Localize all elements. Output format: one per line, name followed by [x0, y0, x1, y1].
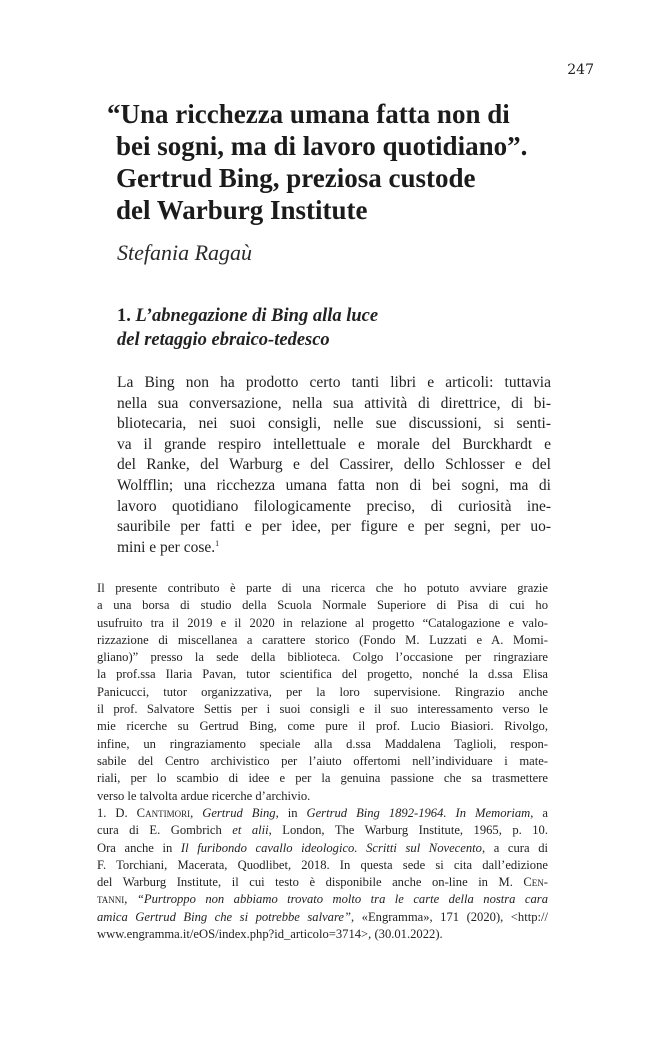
quote-line: lavoro quotidiano filologicamente preciso, di curiosità ine-: [117, 497, 551, 515]
footnote-text: 1. D.: [97, 806, 137, 820]
title-line: bei sogni, ma di lavoro quotidiano”.: [116, 131, 528, 161]
quote-line: va il grande respiro intellettuale e morale del Burckhardt e: [117, 435, 551, 453]
note-line: la prof.ssa Ilaria Pavan, tutor scientifica del progetto, nonché la d.ssa Elisa: [97, 667, 548, 682]
quote-line: La Bing non ha prodotto certo tanti libri e articoli: tuttavia: [117, 374, 551, 391]
note-line: a una borsa di studio della Scuola Normale Superiore di Pisa di cui ho: [97, 598, 548, 613]
quote-line: bliotecaria, nei suoi consigli, nelle sue discussioni, si senti-: [117, 415, 551, 433]
footnote-text: , «Engramma», 171 (2020), <http://: [351, 909, 548, 924]
footnote-line: [97, 909, 548, 926]
title-line: del Warburg Institute: [116, 195, 368, 225]
section-heading: [117, 304, 378, 352]
note-line: il prof. Salvatore Settis per i suoi consigli e il suo interessamento verso le: [97, 702, 548, 717]
footnote-reference[interactable]: 1: [215, 538, 220, 548]
acknowledgement-note: [97, 580, 548, 805]
footnote-text: , a cura di: [481, 840, 548, 855]
footnote-text: cura di E. Gombrich: [97, 823, 233, 838]
note-line: infine, un ringraziamento speciale alla d.ssa Maddalena Taglioli, respon-: [97, 736, 548, 751]
footnote-text: Ora anche in: [97, 840, 181, 855]
section-number: 1.: [117, 306, 131, 326]
footnote-line: [97, 840, 548, 857]
work-title: Gertrud Bing 1892-1964. In Memoriam: [306, 806, 531, 820]
note-line: Panicucci, tutor organizzativa, per la loro supervisione. Ringrazio anche: [97, 684, 548, 699]
epigraph-quote: [117, 373, 551, 558]
work-title: amica Gertrud Bing che si potrebbe salvare”: [97, 909, 351, 924]
note-line: mie ricerche su Gertrud Bing, come pure il prof. Lucio Biasiori. Rivolgo,: [97, 719, 548, 734]
quote-line: mini e per cose.: [117, 538, 216, 556]
article-title: [107, 98, 587, 226]
footnote-url-line[interactable]: www.engramma.it/eOS/index.php?id_articolo=3714>, (30.01.2022).: [97, 927, 443, 942]
footnote-text: , in: [275, 806, 307, 820]
work-title: Il furibondo cavallo ideologico. Scritti sul Novecento: [180, 840, 482, 855]
footnote-text: del Warburg Institute, il cui testo è disponibile anche on-line in M.: [97, 875, 524, 890]
footnote-text: , a: [530, 806, 549, 820]
author-smallcaps: Cen-: [523, 875, 548, 890]
latin-phrase: et alii: [232, 823, 269, 838]
note-line: Il presente contributo è parte di una ricerca che ho potuto avviare grazie: [97, 581, 548, 595]
footnote-line: [97, 822, 548, 839]
page-number: 247: [567, 62, 594, 78]
footnote-line: [97, 874, 548, 891]
quote-line: del Ranke, del Warburg e del Cassirer, dello Schlosser e del: [117, 456, 551, 474]
author-name: Stefania Ragaù: [117, 240, 253, 265]
footnote-line: F. Torchiani, Macerata, Quodlibet, 2018. In questa sede si cita dall’edizione: [97, 857, 548, 872]
title-line: Gertrud Bing, preziosa custode: [116, 163, 476, 193]
section-title-line: del retaggio ebraico-tedesco: [117, 330, 330, 350]
quote-line: Wolfflin; una ricchezza umana fatta non di bei sogni, ma di: [117, 476, 551, 494]
quote-line: nella sua conversazione, nella sua attività di direttrice, di bi-: [117, 394, 551, 412]
author-smallcaps: Cantimori: [136, 806, 191, 820]
note-line: gliano)” presso la sede della biblioteca. Colgo l’occasione per ringraziare: [97, 650, 548, 665]
author-smallcaps: tanni: [97, 892, 125, 907]
section-title-line: L’abnegazione di Bing alla luce: [135, 306, 379, 326]
quote-line: sauribile per fatti e per idee, per figure e per segni, per uo-: [117, 518, 551, 536]
footnote-line: [97, 805, 548, 822]
work-title: “Purtroppo non abbiamo trovato molto tra le carte della nostra cara: [136, 892, 549, 907]
footnote-text: ,: [124, 892, 137, 907]
note-line: sabile del Centro archivistico per l’aiuto offertomi nell’individuare i mate-: [97, 753, 548, 768]
footnote-text: ,: [190, 806, 203, 820]
note-line: usufruito tra il 2019 e il 2020 in relazione al progetto “Catalogazione e valo-: [97, 615, 548, 630]
work-title: Gertrud Bing: [202, 806, 276, 820]
note-line: riali, per lo scambio di idee e per la genuina passione che sa trasmettere: [97, 771, 548, 786]
footnote-line: [97, 891, 548, 908]
title-line: “Una ricchezza umana fatta non di: [107, 99, 510, 129]
note-line: rizzazione di miscellanea a carattere storico (Fondo M. Luzzati e A. Momi-: [97, 632, 548, 647]
note-line: verso le talvolta ardue ricerche d’archivio.: [97, 788, 311, 803]
quote-line-last: [117, 538, 551, 559]
footnote-text: , London, The Warburg Institute, 1965, p. 10.: [268, 823, 548, 838]
footnote-1: [97, 805, 548, 943]
